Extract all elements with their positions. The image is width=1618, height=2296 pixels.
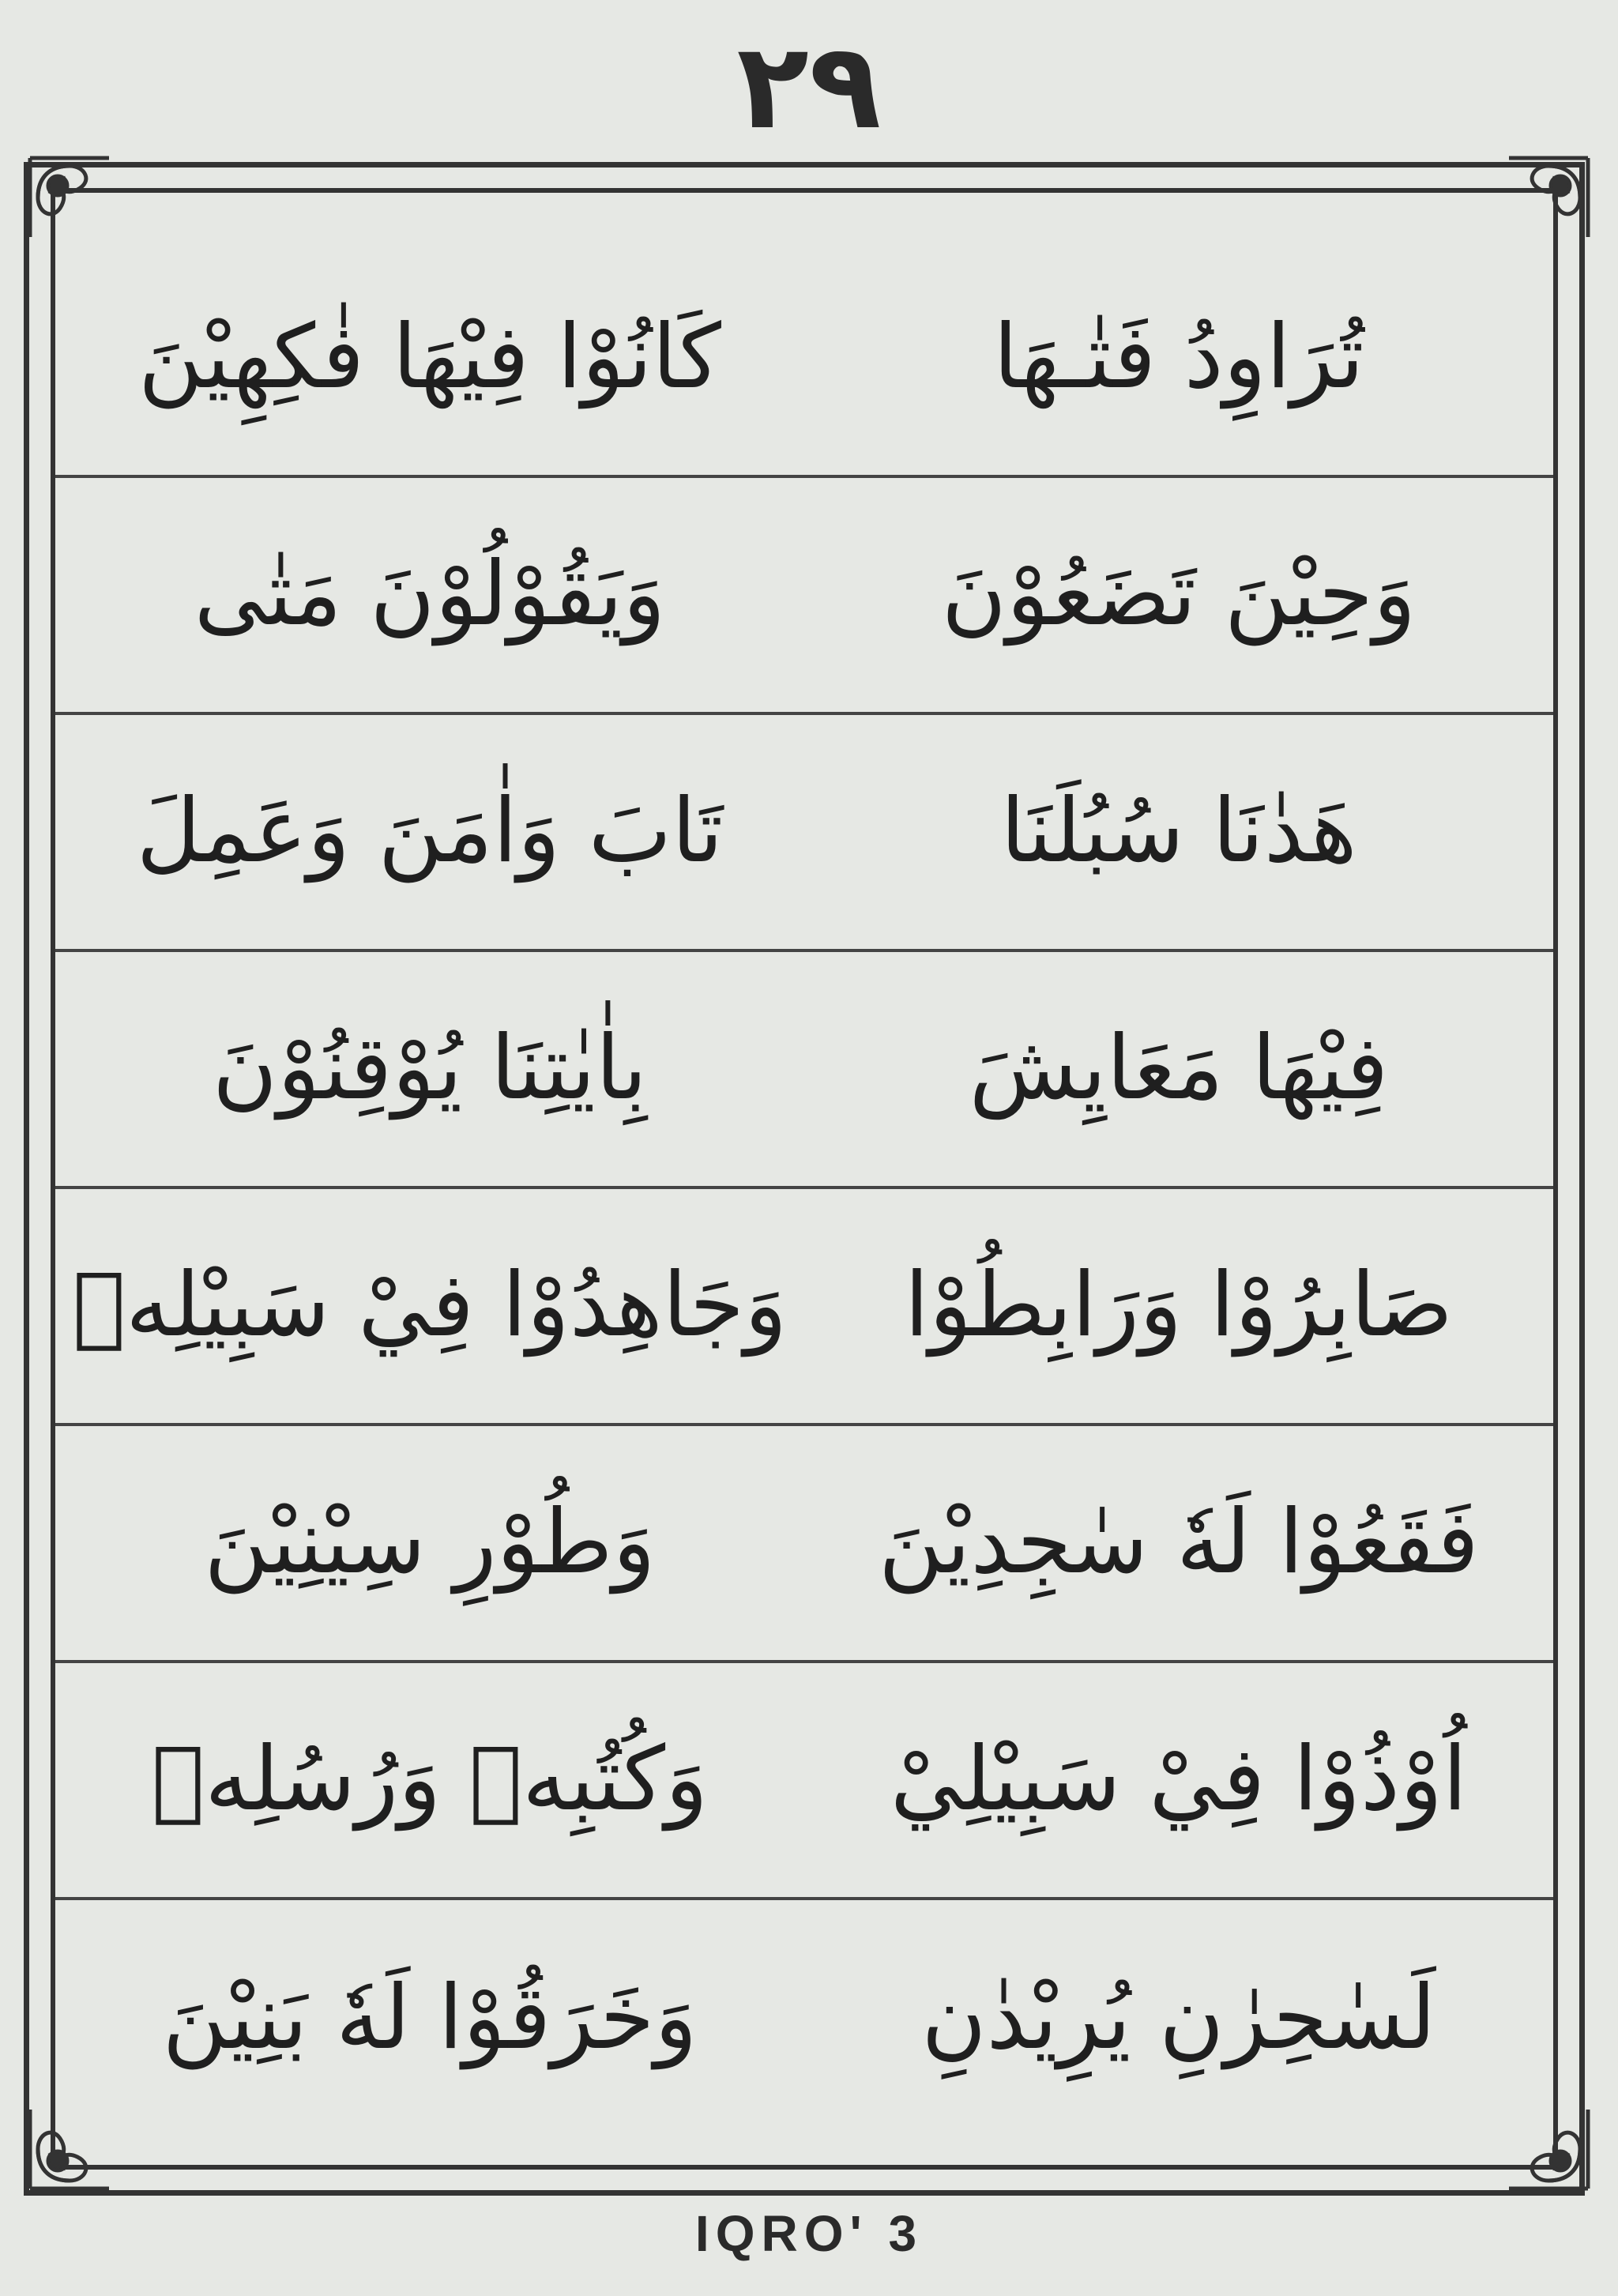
row-right-text: صَابِرُوْا وَرَابِطُوْا [904, 1254, 1454, 1357]
page-number: ٢٩ [736, 18, 882, 156]
lesson-row [55, 1663, 1553, 1900]
lesson-row [55, 1189, 1553, 1426]
row-left-text: وَخَرَقُوْا لَهٗ بَنِيْنَ [162, 1967, 698, 2070]
lesson-row [55, 478, 1553, 715]
row-right-text: لَسٰحِرٰنِ يُرِيْدٰنِ [921, 1967, 1436, 2070]
lesson-row [55, 241, 1553, 478]
lesson-row [55, 1900, 1553, 2137]
row-right-text: تُرَاوِدُ فَتٰـهَا [993, 306, 1364, 409]
row-left-text: كَانُوْا فِيْهَا فٰكِهِيْنَ [138, 306, 721, 409]
row-left-text: وَيَقُوْلُوْنَ مَتٰى [194, 543, 666, 646]
lesson-row [55, 715, 1553, 952]
row-left-text: وَجَاهِدُوْا فِيْ سَبِيْلِهٖ [72, 1254, 788, 1357]
row-right-text: وَحِيْنَ تَضَعُوْنَ [941, 543, 1417, 646]
corner-ornament-icon [14, 142, 125, 253]
row-right-text: فِيْهَا مَعَايِشَ [969, 1017, 1389, 1120]
row-right-text: هَدٰنَا سُبُلَنَا [1000, 780, 1357, 883]
row-left-text: وَكُتُبِهٖ وَرُسُلِهٖ [151, 1728, 709, 1831]
corner-ornament-icon [1493, 142, 1604, 253]
row-left-text: تَابَ وَاٰمَنَ وَعَمِلَ [136, 780, 724, 883]
row-left-text: بِاٰيٰتِنَا يُوْقِنُوْنَ [212, 1017, 648, 1120]
book-title-footer: IQRO' 3 [694, 2205, 924, 2262]
row-left-text: وَطُوْرِ سِيْنِيْنَ [204, 1491, 656, 1594]
lesson-row [55, 1426, 1553, 1663]
row-right-text: اُوْذُوْا فِيْ سَبِيْلِيْ [890, 1728, 1468, 1831]
lesson-row [55, 952, 1553, 1189]
lesson-rows [55, 241, 1553, 2137]
row-right-text: فَقَعُوْا لَهٗ سٰجِدِيْنَ [879, 1491, 1479, 1594]
